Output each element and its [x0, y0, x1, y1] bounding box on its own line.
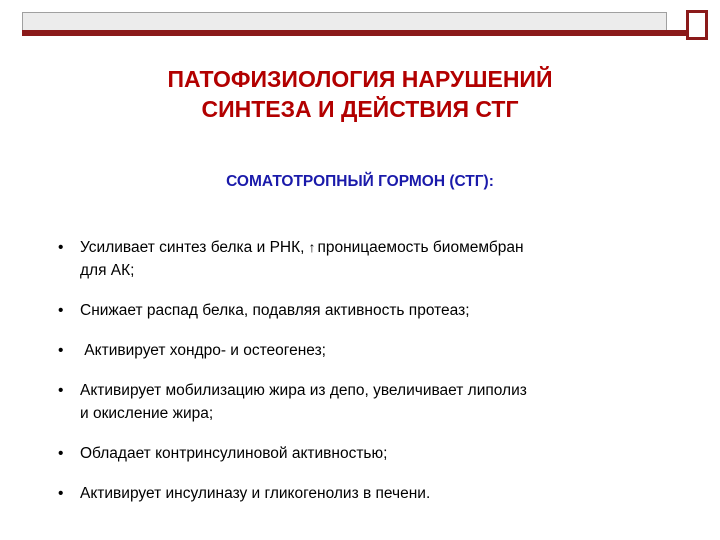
bullet-icon: • — [58, 342, 64, 359]
list-item-line: Активирует инсулиназу и гликогенолиз в печени. — [80, 485, 431, 502]
accent-line — [22, 30, 694, 36]
bullet-icon: • — [58, 485, 64, 502]
list-item — [58, 379, 658, 425]
list-item-text: проницаемость биомембран — [317, 239, 524, 256]
list-item — [58, 299, 658, 322]
list-item-line: Активирует хондро- и остеогенез; — [80, 342, 326, 359]
list-item-line: для АК; — [80, 262, 135, 279]
bullet-list — [58, 236, 658, 522]
section-subtitle: СОМАТОТРОПНЫЙ ГОРМОН (СТГ): — [226, 173, 494, 190]
list-item-line: и окисление жира; — [80, 405, 214, 422]
bullet-icon: • — [58, 302, 64, 319]
title-line-2: СИНТЕЗА И ДЕЙСТВИЯ СТГ — [201, 96, 519, 122]
list-item-line: Обладает контринсулиновой активностью; — [80, 445, 388, 462]
bullet-icon: • — [58, 382, 64, 399]
list-item — [58, 339, 658, 362]
list-item-line: Активирует мобилизацию жира из депо, увеличивает липолиз — [80, 382, 527, 399]
list-item — [58, 442, 658, 465]
page-title — [60, 64, 660, 124]
list-item-line: Снижает распад белка, подавляя активность протеаз; — [80, 302, 470, 319]
list-item — [58, 482, 658, 505]
corner-square-decoration — [686, 10, 708, 40]
list-item — [58, 236, 658, 282]
title-line-1: ПАТОФИЗИОЛОГИЯ НАРУШЕНИЙ — [167, 66, 553, 92]
list-item-line — [80, 236, 658, 259]
bullet-icon: • — [58, 445, 64, 462]
up-arrow-icon: ↑ — [308, 239, 316, 255]
list-item-text: Усиливает синтез белка и РНК, — [80, 239, 305, 256]
bullet-icon: • — [58, 239, 64, 256]
